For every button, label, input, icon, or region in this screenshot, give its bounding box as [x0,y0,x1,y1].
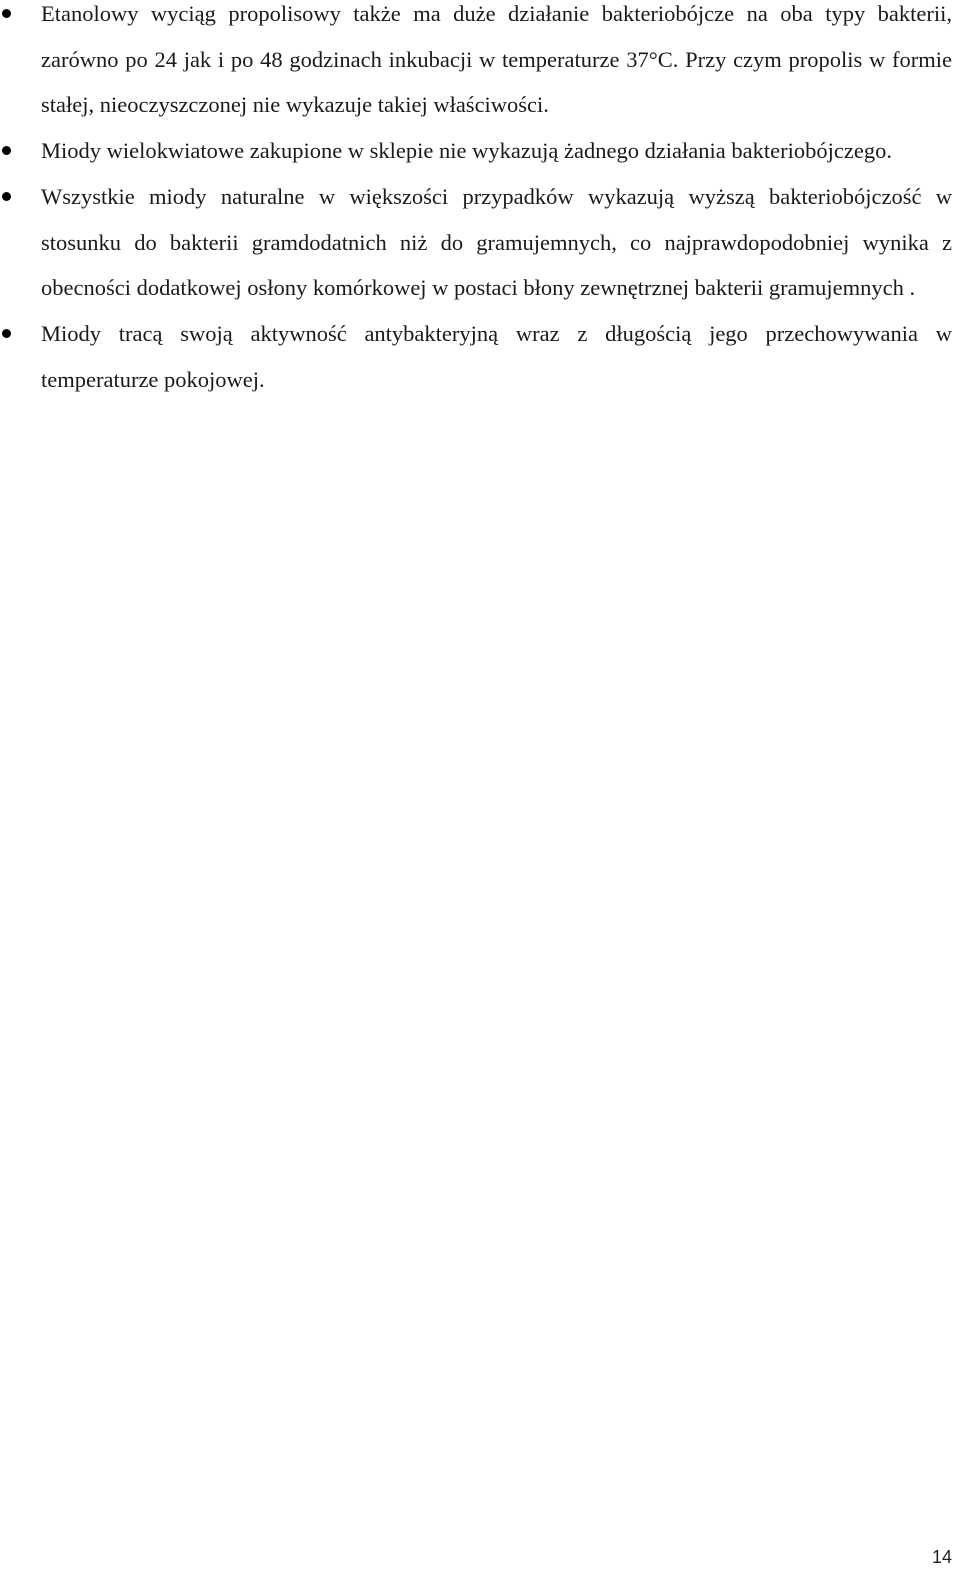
list-item-text: Miody wielokwiatowe zakupione w sklepie nie wykazują żadnego działania bakteriobójczego. [41,138,892,164]
list-item [0,0,952,128]
bullet-icon [2,192,11,201]
list-item-text: Miody tracą swoją aktywność antybakteryjną wraz z długością jego przechowywania w temperaturze pokojowej. [41,320,952,392]
bullet-icon [2,9,11,18]
bullet-icon [2,329,11,338]
list-item [0,174,952,311]
bullet-icon [2,146,11,155]
list-item-text: Wszystkie miody naturalne w większości przypadków wykazują wyższą bakteriobójczość w stosunku do bakterii gramdodatnich niż do gramujemnych, co najprawdopodobniej wynika z obecności dodatkowej osłony komórkowej w postaci błony zewnętrznej bakterii gramujemnych . [41,183,952,301]
conclusions-list [0,0,952,402]
list-item [0,311,952,402]
list-item [0,128,952,174]
page-number: 14 [931,1547,952,1567]
list-item-text: Etanolowy wyciąg propolisowy także ma duże działanie bakteriobójcze na oba typy bakterii, zarówno po 24 jak i po 48 godzinach inkubacji w temperaturze 37°C. Przy czym propolis w formie stałej, nieoczyszczonej nie wykazuje takiej właściwości. [41,1,952,118]
